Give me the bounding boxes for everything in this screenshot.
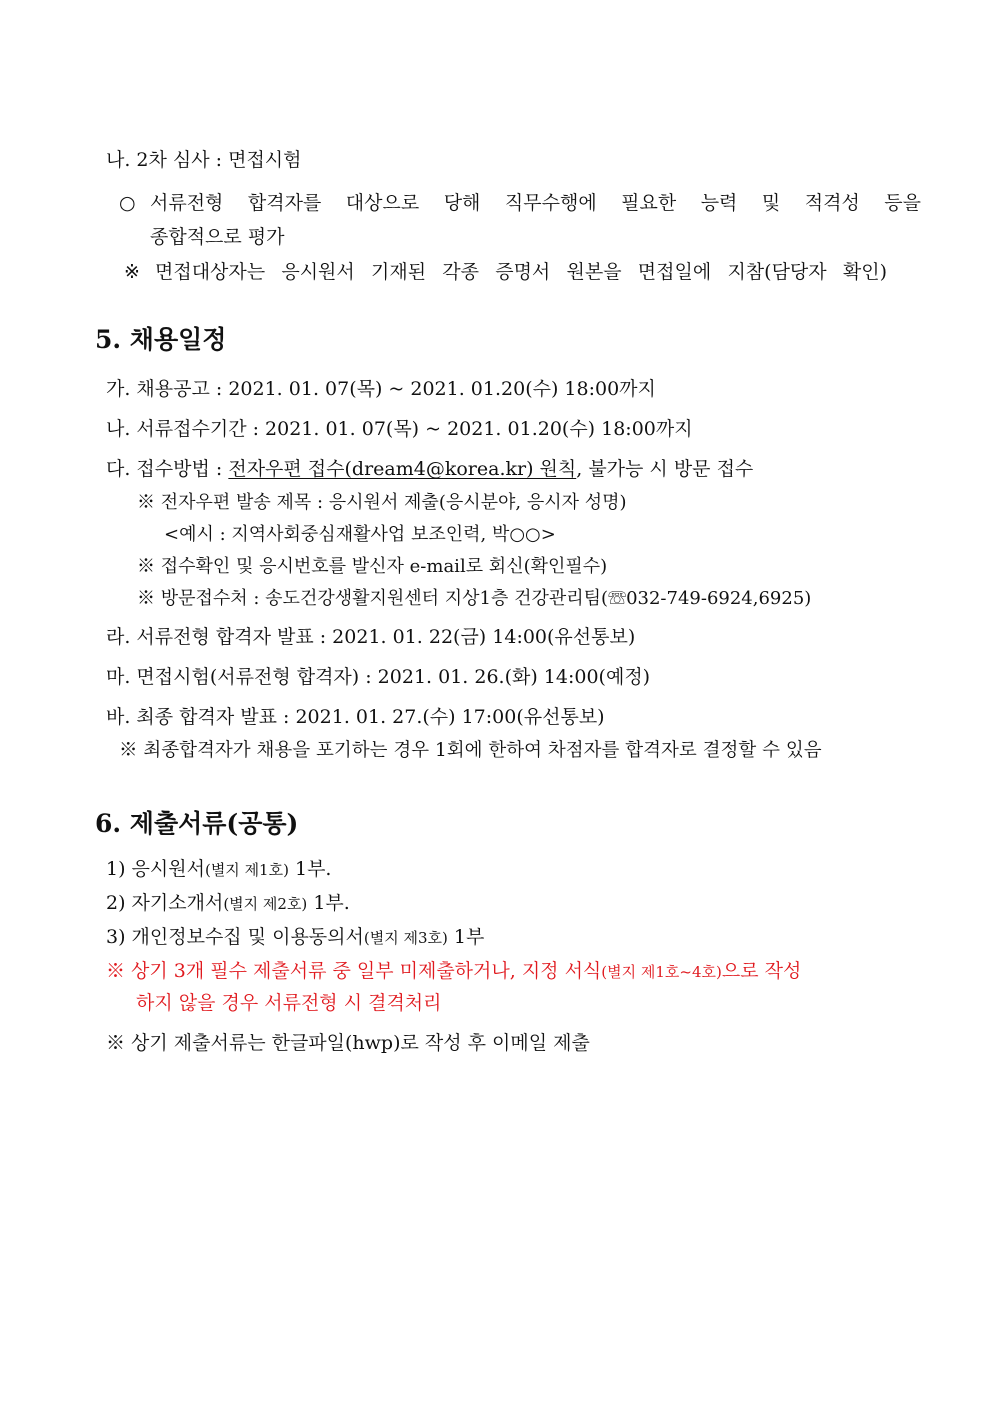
doc-item-count: 1부. xyxy=(288,858,332,880)
note-disqualification-tail: 으로 작성 xyxy=(721,960,802,982)
note-disqualification xyxy=(106,958,801,985)
doc-item-self-intro xyxy=(106,890,350,917)
schedule-final-result: 바. 최종 합격자 발표 : 2021. 01. 27.(수) 17:00(유선통보) xyxy=(106,706,605,728)
note-visit-location: ※ 방문접수처 : 송도건강생활지원센터 지상1층 건강관리팀(☏032-749-6924,6925) xyxy=(137,588,812,609)
note-email-reply: ※ 접수확인 및 응시번호를 발신자 e-mail로 회신(확인필수) xyxy=(137,556,608,577)
note-interview-docs-text: 면접대상자는 응시원서 기재된 각종 증명서 원본을 면접일에 지참(담당자 확인) xyxy=(155,261,887,283)
note-email-subject: ※ 전자우편 발송 제목 : 응시원서 제출(응시분야, 응시자 성명) xyxy=(137,492,627,513)
section-5-heading: 5. 채용일정 xyxy=(95,325,227,354)
doc-item-privacy-consent xyxy=(106,924,484,951)
method-email-principle: 전자우편 접수(dream4@korea.kr) 원칙 xyxy=(228,458,577,480)
doc-item-form: (별지 제1호) xyxy=(204,861,289,879)
doc-item-count: 1부 xyxy=(447,926,485,948)
doc-item-label: 2) 자기소개서 xyxy=(106,892,224,914)
note-final-replacement: ※ 최종합격자가 채용을 포기하는 경우 1회에 한하여 차점자를 합격자로 결정할 수 있음 xyxy=(119,740,822,761)
reference-mark-icon: ※ xyxy=(124,261,140,283)
note-disqualification-line-2: 하지 않을 경우 서류전형 시 결격처리 xyxy=(136,992,442,1014)
schedule-application-method xyxy=(106,456,753,482)
schedule-document-result: 라. 서류전형 합격자 발표 : 2021. 01. 22(금) 14:00(유선통보) xyxy=(106,626,636,648)
method-suffix: , 불가능 시 방문 접수 xyxy=(576,458,754,480)
doc-item-count: 1부. xyxy=(307,892,350,914)
method-prefix: 다. 접수방법 : xyxy=(106,458,229,480)
doc-item-label: 3) 개인정보수집 및 이용동의서 xyxy=(106,926,364,948)
schedule-announcement: 가. 채용공고 : 2021. 01. 07(목) ~ 2021. 01.20(수) 18:00까지 xyxy=(106,378,656,400)
doc-item-form: (별지 제3호) xyxy=(363,929,448,947)
note-disqualification-text: ※ 상기 3개 필수 제출서류 중 일부 미제출하거나, 지정 서식 xyxy=(106,960,602,982)
item-interview-stage: 나. 2차 심사 : 면접시험 xyxy=(106,149,302,171)
note-hwp-format: ※ 상기 제출서류는 한글파일(hwp)로 작성 후 이메일 제출 xyxy=(106,1032,590,1054)
note-email-example: <예시 : 지역사회중심재활사업 보조인력, 박○○> xyxy=(164,524,556,545)
circle-bullet-icon: ○ xyxy=(119,192,136,214)
doc-item-form: (별지 제2호) xyxy=(223,895,308,913)
schedule-interview: 마. 면접시험(서류전형 합격자) : 2021. 01. 26.(화) 14:00(예정) xyxy=(106,666,651,688)
schedule-application-period: 나. 서류접수기간 : 2021. 01. 07(목) ~ 2021. 01.20(수) 18:00까지 xyxy=(106,418,693,440)
bullet-line-2: 종합적으로 평가 xyxy=(150,226,285,248)
doc-item-application xyxy=(106,856,331,883)
doc-item-label: 1) 응시원서 xyxy=(106,858,205,880)
bullet-line-1: 서류전형 합격자를 대상으로 당해 직무수행에 필요한 능력 및 적격성 등을 xyxy=(150,192,921,214)
section-6-heading: 6. 제출서류(공통) xyxy=(95,809,299,838)
note-disqualification-forms: (별지 제1호~4호) xyxy=(601,963,722,981)
